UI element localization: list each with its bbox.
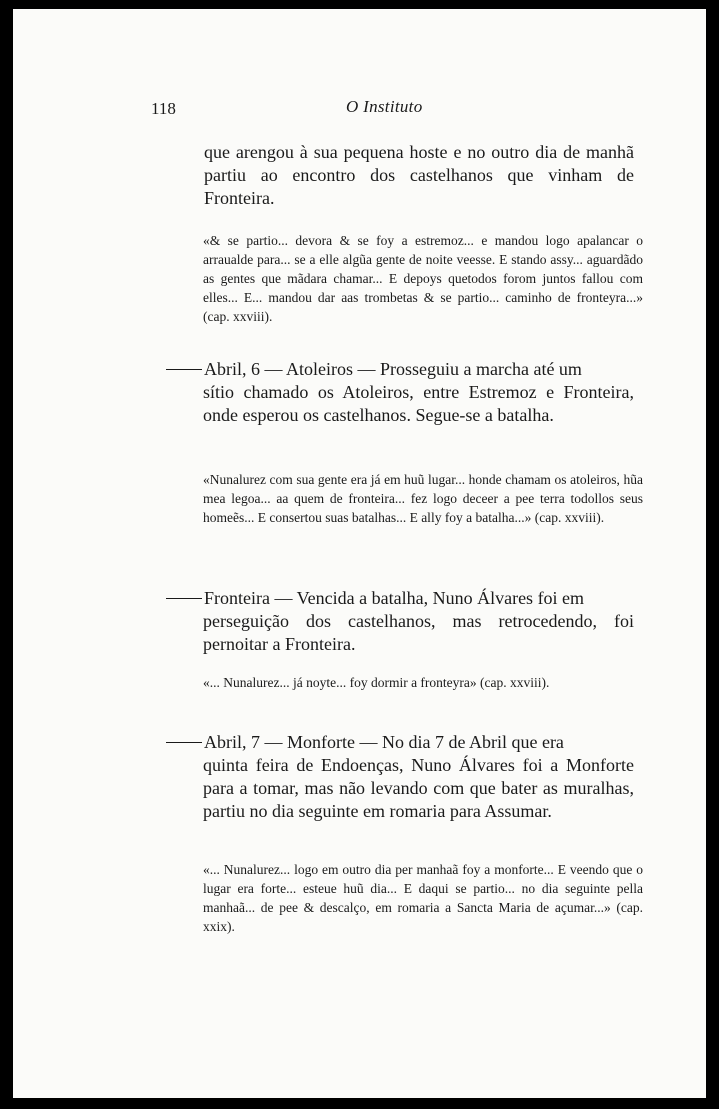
running-title: O Instituto: [346, 97, 423, 116]
em-rule: [166, 369, 202, 370]
em-rule: [166, 598, 202, 599]
entry-monforte-text: quinta feira de Endoenças, Nuno Álvares foi a Monforte para a tomar, mas não levando com que bater as muralhas, partiu no dia seguinte em romaria para Assumar.: [203, 755, 634, 821]
book-page: [13, 9, 706, 1098]
quote-block-4: «... Nunalurez... logo em outro dia per manhaã foy a monforte... E veendo que o lugar era forte... esteue huũ dia... E daqui se partio... no dia seguinte pella manhaã... de pee & descalço, em romaria a Sancta Maria de açumar...» (cap. xxix).: [203, 862, 643, 934]
entry-fronteira-heading: Fronteira — Vencida a batalha, Nuno Álvares foi em: [204, 588, 585, 608]
page-number: 118: [151, 99, 176, 118]
entry-monforte-heading: Abril, 7 — Monforte — No dia 7 de Abril que era: [204, 732, 564, 752]
entry-monforte: [166, 731, 634, 823]
entry-fronteira-text: perseguição dos castelhanos, mas retrocedendo, foi pernoitar a Fronteira.: [203, 611, 634, 654]
quote-block-3: «... Nunalurez... já noyte... foy dormir a fronteyra» (cap. xxviii).: [203, 675, 550, 690]
entry-atoleiros-heading: Abril, 6 — Atoleiros — Prosseguiu a marcha até um: [204, 359, 582, 379]
em-rule: [166, 742, 202, 743]
entry-atoleiros: [166, 358, 634, 427]
entry-atoleiros-text: sítio chamado os Atoleiros, entre Estremoz e Fronteira, onde esperou os castelhanos. Segue-se a batalha.: [203, 382, 634, 425]
intro-paragraph: que arengou à sua pequena hoste e no outro dia de manhã partiu ao encontro dos castelhanos que vinham de Fronteira.: [204, 142, 634, 208]
quote-block-2: «Nunalurez com sua gente era já em huũ lugar... honde chamam os atoleiros, hũa mea legoa... aa quem de fronteira... fez logo deceer a pee terra todollos seus homeẽs... E consertou suas batalhas... E ally foy a batalha...» (cap. xxviii).: [203, 472, 643, 525]
quote-block-1: «& se partio... devora & se foy a estremoz... e mandou logo apalancar o arraualde para... se a elle algũa gente de noite veesse. E stando assy... aguardãdo as gentes que mãdara chamar... E depoys quetodos forom juntos fallou com elles... E... mandou dar aas trombetas & se partio... caminho de fronteyra...» (cap. xxviii).: [203, 233, 643, 324]
entry-fronteira: [166, 587, 634, 656]
